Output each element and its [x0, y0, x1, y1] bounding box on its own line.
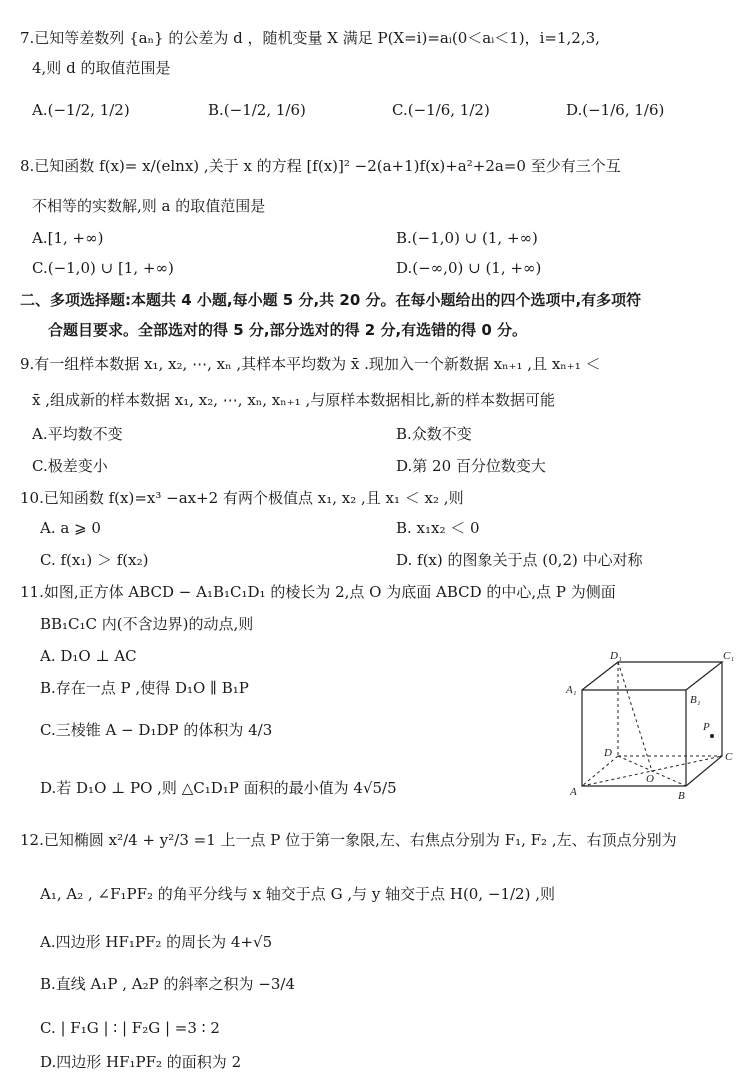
q11-option-a: A. D₁O ⊥ AC	[40, 647, 137, 665]
q8-stem-line2: 不相等的实数解,则 a 的取值范围是	[32, 197, 266, 215]
label-b1: B₁	[690, 694, 701, 706]
section2-heading-line1: 二、多项选择题:本题共 4 小题,每小题 5 分,共 20 分。在每小题给出的四个选项中,有多项符	[20, 291, 642, 309]
q12-stem-line2: A₁, A₂ , ∠F₁PF₂ 的角平分线与 x 轴交于点 G ,与 y 轴交于点 H(0, −1/2) ,则	[40, 885, 555, 903]
label-o: O	[646, 773, 654, 785]
q7-option-d: D.(−1/6, 1/6)	[566, 101, 665, 119]
q7-stem-line2: 4,则 d 的取值范围是	[32, 59, 171, 77]
label-a: A	[570, 786, 577, 798]
q7-option-a: A.(−1/2, 1/2)	[32, 101, 130, 119]
q11-option-d: D.若 D₁O ⊥ PO ,则 △C₁D₁P 面积的最小值为 4√5/5	[40, 779, 397, 797]
point-p-dot	[710, 734, 714, 738]
q11-stem-line2: BB₁C₁C 内(不含边界)的动点,则	[40, 615, 254, 633]
q10-option-a: A. a ⩾ 0	[40, 519, 101, 537]
q10-stem: 10.已知函数 f(x)=x³ −ax+2 有两个极值点 x₁, x₂ ,且 x₁ ＜ x₂ ,则	[20, 489, 464, 507]
q12-stem-line1: 12.已知椭圆 x²/4 + y²/3 =1 上一点 P 位于第一象限,左、右焦点分别为 F₁, F₂ ,左、右顶点分别为	[20, 831, 677, 849]
q8-option-b: B.(−1,0) ∪ (1, +∞)	[396, 229, 538, 247]
q12-option-d: D.四边形 HF₁PF₂ 的面积为 2	[40, 1053, 242, 1071]
q10-option-c: C. f(x₁) ＞ f(x₂)	[40, 551, 149, 569]
q8-option-d: D.(−∞,0) ∪ (1, +∞)	[396, 259, 542, 277]
q12-option-b: B.直线 A₁P , A₂P 的斜率之积为 −3/4	[40, 975, 295, 993]
q9-option-d: D.第 20 百分位数变大	[396, 457, 546, 475]
q7-option-c: C.(−1/6, 1/2)	[392, 101, 490, 119]
label-p: P	[703, 721, 710, 733]
label-d1: D₁	[610, 650, 622, 662]
q10-option-d: D. f(x) 的图象关于点 (0,2) 中心对称	[396, 551, 643, 569]
q8-option-c: C.(−1,0) ∪ [1, +∞)	[32, 259, 174, 277]
q9-stem-line1: 9.有一组样本数据 x₁, x₂, ⋯, xₙ ,其样本平均数为 x̄ .现加入一个新数据 xₙ₊₁ ,且 xₙ₊₁ ＜	[20, 355, 601, 373]
q12-option-c: C. | F₁G | ∶ | F₂G | =3 ∶ 2	[40, 1019, 220, 1037]
cube-figure	[560, 650, 740, 800]
q9-option-b: B.众数不变	[396, 425, 472, 443]
q10-option-b: B. x₁x₂ ＜ 0	[396, 519, 480, 537]
label-b: B	[678, 790, 685, 800]
q11-option-c: C.三棱锥 A − D₁DP 的体积为 4/3	[40, 721, 273, 739]
q11-stem-line1: 11.如图,正方体 ABCD − A₁B₁C₁D₁ 的棱长为 2,点 O 为底面 ABCD 的中心,点 P 为侧面	[20, 583, 616, 601]
label-d: D	[604, 747, 612, 759]
section2-heading-line2: 合题目要求。全部选对的得 5 分,部分选对的得 2 分,有选错的得 0 分。	[48, 321, 528, 339]
q11-option-b: B.存在一点 P ,使得 D₁O ∥ B₁P	[40, 679, 249, 697]
q7-stem-line1: 7.已知等差数列 {aₙ} 的公差为 d ，随机变量 X 满足 P(X=i)=aᵢ(0＜aᵢ＜1)，i=1,2,3,	[20, 29, 600, 47]
label-a1: A₁	[566, 684, 577, 696]
q9-option-a: A.平均数不变	[32, 425, 123, 443]
q7-option-b: B.(−1/2, 1/6)	[208, 101, 306, 119]
q9-stem-line2: x̄ ,组成新的样本数据 x₁, x₂, ⋯, xₙ, xₙ₊₁ ,与原样本数据相比,新的样本数据可能	[32, 391, 555, 409]
label-c1: C₁	[723, 650, 735, 662]
q8-stem-line1: 8.已知函数 f(x)= x/(elnx) ,关于 x 的方程 [f(x)]² −2(a+1)f(x)+a²+2a=0 至少有三个互	[20, 157, 621, 175]
q9-option-c: C.极差变小	[32, 457, 108, 475]
label-c: C	[725, 751, 733, 763]
q8-option-a: A.[1, +∞)	[32, 229, 104, 247]
q12-option-a: A.四边形 HF₁PF₂ 的周长为 4+√5	[40, 933, 273, 951]
